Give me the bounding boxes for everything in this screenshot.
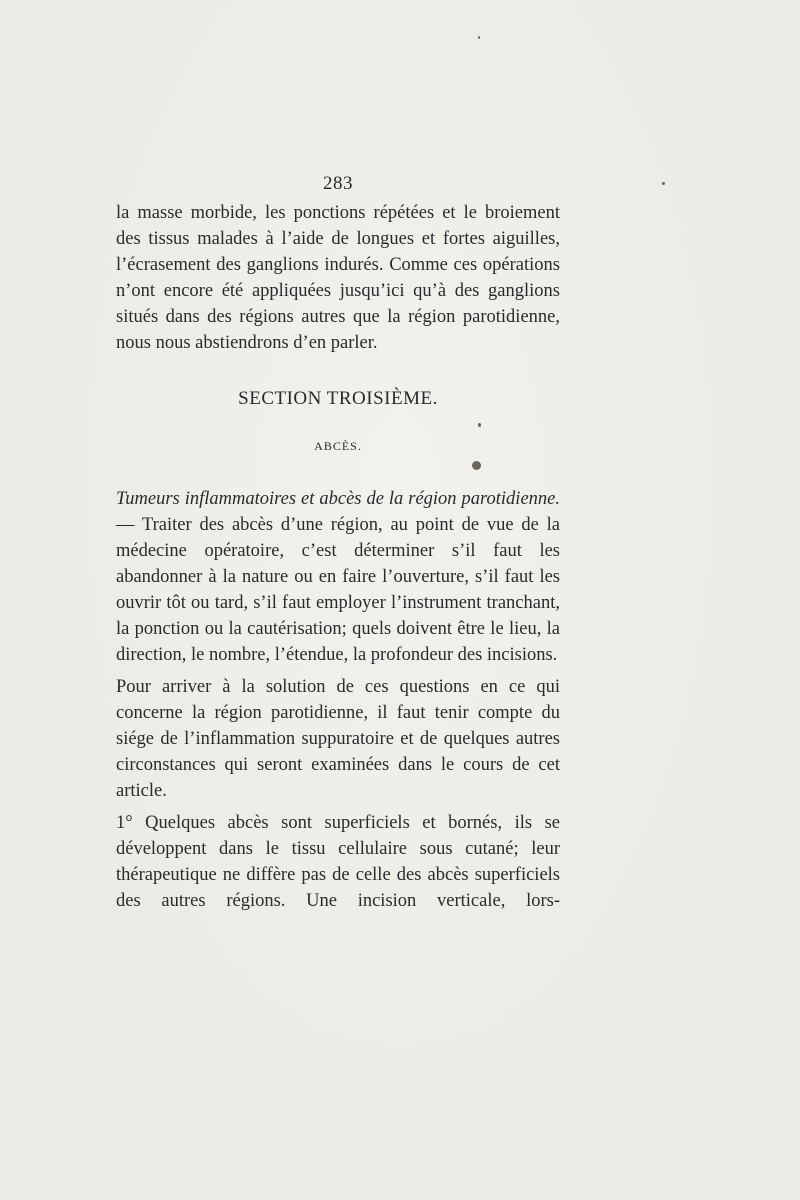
page-number: 283 (323, 173, 353, 194)
paragraph-heading: Tumeurs inflammatoires et abcès de la région parotidienne. (116, 489, 560, 509)
paragraph-body: Traiter des abcès d’une région, au point de vue de la médecine opératoire, c’est déterminer s’il faut les abandonner à la nature ou en faire l’ouverture, s’il faut les ouvrir tôt ou tard, s’il faut employer l’instrument tranchant, la ponction ou la cautérisation; quels doivent être le lieu, la direction, le nombre, l’étendue, la profondeur des incisions. (116, 515, 560, 665)
ink-speck (478, 36, 480, 39)
ink-speck (472, 461, 481, 470)
paragraph-superficiels: 1° Quelques abcès sont superficiels et bornés, ils se développent dans le tissu cellulaire sous cutané; leur thérapeutique ne diffère pas de celle des abcès superficiels des autres régions. Une incision verticale, lors- (116, 813, 560, 911)
paragraph-solution: Pour arriver à la solution de ces questions en ce qui concerne la région parotidienne, il faut tenir compte du siége de l’inflammation suppuratoire et de quelques autres circonstances qui seront examinées dans le cours de cet article. (116, 677, 560, 801)
ink-speck (662, 182, 665, 185)
section-title: SECTION TROISIÈME. (238, 388, 438, 409)
text-block (116, 172, 560, 914)
ink-speck (478, 423, 481, 427)
subsection-title: ABCÈS. (314, 439, 362, 453)
paragraph-continued: la masse morbide, les ponctions répétées et le broiement des tissus malades à l’aide de longues et fortes aiguilles, l’écrasement des ganglions indurés. Comme ces opérations n’ont encore été appliquées jusqu’ici qu’à des ganglions situés dans des régions autres que la région parotidienne, nous nous abstiendrons d’en parler. (116, 203, 560, 353)
paragraph-abces (116, 486, 560, 668)
heading-dash: — (116, 515, 142, 535)
